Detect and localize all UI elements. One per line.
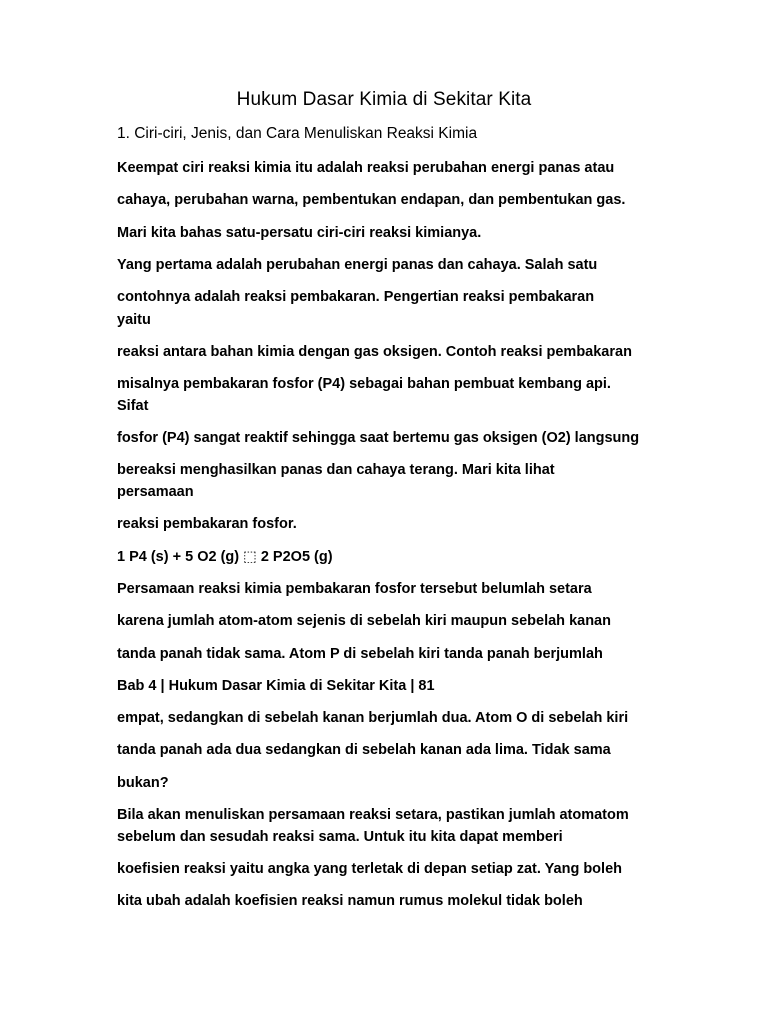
body-line-19: empat, sedangkan di sebelah kanan berjumlah dua. Atom O di sebelah kiri: [117, 710, 629, 726]
body-line-11: bereaksi menghasilkan panas dan cahaya terang. Mari kita lihat: [117, 462, 555, 478]
body-line-8: misalnya pembakaran fosfor (P4) sebagai bahan pembuat kembang api.: [117, 376, 611, 392]
body-line-25: kita ubah adalah koefisien reaksi namun rumus molekul tidak boleh: [117, 893, 583, 909]
body-line-2: cahaya, perubahan warna, pembentukan endapan, dan pembentukan gas.: [117, 192, 626, 208]
body-line-1: Keempat ciri reaksi kimia itu adalah reaksi perubahan energi panas atau: [117, 160, 615, 176]
body-line-9: Sifat: [117, 398, 149, 414]
page-footer: Bab 4 | Hukum Dasar Kimia di Sekitar Kita | 81: [117, 678, 435, 694]
body-line-3: Mari kita bahas satu-persatu ciri-ciri reaksi kimianya.: [117, 225, 482, 241]
body-line-20: tanda panah ada dua sedangkan di sebelah kanan ada lima. Tidak sama: [117, 742, 611, 758]
body-line-13: reaksi pembakaran fosfor.: [117, 516, 297, 532]
body-line-10: fosfor (P4) sangat reaktif sehingga saat bertemu gas oksigen (O2) langsung: [117, 430, 640, 446]
equation-line: 1 P4 (s) + 5 O2 (g) ⬚ 2 P2O5 (g): [117, 549, 333, 565]
body-line-23: sebelum dan sesudah reaksi sama. Untuk itu kita dapat memberi: [117, 829, 563, 845]
body-line-16: karena jumlah atom-atom sejenis di sebelah kiri maupun sebelah kanan: [117, 613, 611, 629]
body-line-24: koefisien reaksi yaitu angka yang terletak di depan setiap zat. Yang boleh: [117, 861, 622, 877]
body-line-7: reaksi antara bahan kimia dengan gas oksigen. Contoh reaksi pembakaran: [117, 344, 632, 360]
body-line-17: tanda panah tidak sama. Atom P di sebelah kiri tanda panah berjumlah: [117, 646, 603, 662]
body-line-21: bukan?: [117, 775, 169, 791]
body-line-22: Bila akan menuliskan persamaan reaksi setara, pastikan jumlah atomatom: [117, 807, 629, 823]
section-heading: 1. Ciri-ciri, Jenis, dan Cara Menuliskan Reaksi Kimia: [117, 125, 478, 142]
page-title: Hukum Dasar Kimia di Sekitar Kita: [236, 89, 532, 110]
body-line-5: contohnya adalah reaksi pembakaran. Pengertian reaksi pembakaran: [117, 289, 595, 305]
body-line-4: Yang pertama adalah perubahan energi panas dan cahaya. Salah satu: [117, 257, 598, 273]
body-line-6: yaitu: [117, 312, 151, 328]
body-line-15: Persamaan reaksi kimia pembakaran fosfor tersebut belumlah setara: [117, 581, 592, 597]
body-line-12: persamaan: [117, 484, 194, 500]
